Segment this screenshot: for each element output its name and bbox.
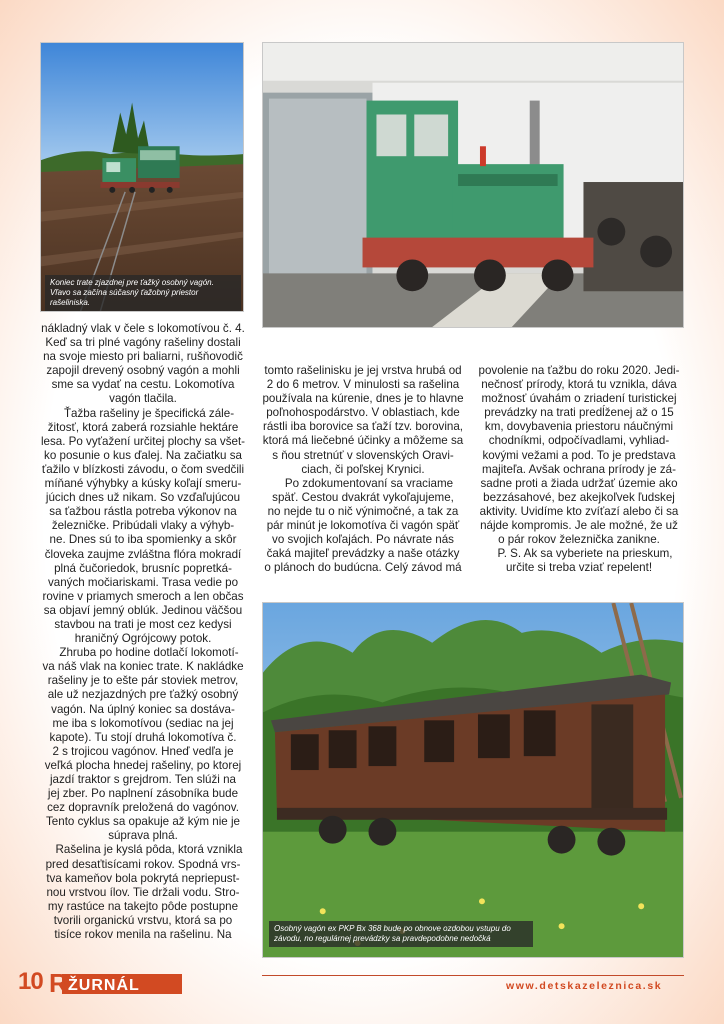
article-line: cez dopravník preložená do vagónov. [47, 801, 239, 815]
article-line: va náš vlak na koniec trate. K nakládke [42, 660, 244, 674]
article-line: rástli iba borovice sa ťaží tzv. borovina, [262, 420, 464, 434]
article-line: človeka zaujme zvláštna flóra mokradí [44, 547, 242, 561]
article-line: tomto rašelinisku je jej vrstva hrubá od [264, 364, 462, 377]
article-line: nou vrstvou ílov. Tie držali vodu. Stro- [46, 885, 240, 899]
article-column-1 [36, 322, 250, 942]
article-line: pár minút je lokomotíva či vagón späť [266, 519, 460, 533]
article-line: sadne proti a žiada udržať územie ako [480, 476, 678, 490]
article-line: poľnohospodárstvo. V oblastiach, kde [266, 406, 460, 420]
article-line: pred desaťtisícami rokov. Spodná vrs- [45, 857, 241, 871]
article-line: aktivity. Uvidíme kto zvíťazí alebo či sa [479, 504, 679, 518]
article-line: používala na kúrenie, dnes je to hlavne [262, 392, 464, 406]
article-line: vagón. Na úplný koniec sa dostáva- [51, 702, 235, 716]
article-line: rovine v priamych smeroch a len občas [42, 589, 244, 603]
article-line: jazdí traktor s grejdrom. Ten slúži na [49, 773, 236, 786]
photo-caption: Koniec trate zjazdnej pre ťažký osobný vagón. Vľavo sa začína súčasný ťažobný priestor rašeliniska. [45, 275, 241, 311]
article-line: chodníkmi, odpočívadlami, vyhliad- [488, 434, 670, 448]
magazine-logo [48, 968, 184, 996]
article-line: majiteľa. Avšak ochrana prírody je zá- [482, 462, 676, 476]
article-line: veľká plocha hnedej rašeliny, po ktorej [44, 758, 242, 772]
photo-locomotive-shed [262, 42, 684, 328]
article-line: tva kameňov bola pokrytá nepriepust- [46, 871, 240, 885]
article-line: my rastúce na takejto pôde postupne [47, 899, 239, 913]
article-line: povolenie na ťažbu do roku 2020. Jedi- [478, 364, 680, 377]
article-line: ko posunie o kus ďalej. Na začiatku sa [44, 448, 242, 462]
article-line: nečnosť prírody, ktorá tu vznikla, dáva [481, 378, 677, 392]
article-line: Tento cyklus sa opakuje až kým nie je [46, 815, 240, 829]
article-line: Zhruba po hodine dotlačí lokomotí- [59, 646, 239, 660]
wooden-wagon-illustration [263, 603, 683, 957]
article-line: lesa. Po vyťažení určitej plochy sa všet- [40, 434, 246, 448]
rzurnal-logo-icon [48, 968, 184, 996]
article-line: o plánoch do budúcna. Celý závod má [264, 561, 462, 575]
article-line: nákladný vlak v čele s lokomotívou č. 4. [41, 322, 245, 335]
article-line: súprava plná. [108, 829, 178, 843]
svg-text:ŽURNÁL: ŽURNÁL [68, 977, 140, 994]
footer-rule [262, 975, 684, 976]
article-line: vaných močiariskami. Trasa vedie po [47, 575, 239, 589]
article-line: žitosť, ktorá zaberá rozsiahle hektáre [47, 420, 239, 434]
article-line: sa objaví jemný oblúk. Jedinou väčšou [43, 603, 243, 617]
photo-peat-field [40, 42, 244, 312]
article-line: na svoje miesto pri baliarni, rušňovodič [43, 350, 243, 364]
peat-field-illustration [41, 43, 243, 311]
svg-text:R: R [49, 968, 68, 996]
article-line: ale už nezjazdných pre ťažký osobný [47, 688, 239, 702]
article-line: ciach, či poľskej Krynici. [301, 462, 425, 476]
article-line: ktorá má liečebné účinky a môžeme sa [262, 434, 464, 448]
page-number: 10 [18, 968, 43, 995]
article-line: tvorili organickú vrstvu, ktorá sa po [53, 913, 233, 927]
article-line: vo svojich koľajách. Po návrate nás [272, 533, 454, 547]
article-line: 2 s trojicou vagónov. Hneď vedľa je [52, 744, 234, 758]
photo-caption: Osobný vagón ex PKP Bx 368 bude po obnove ozdobou vstupu do závodu, no regulárnej prevádzky sa pravdepodobne nedočká [269, 921, 533, 947]
article-line: kapote). Tu stojí druhá lokomotíva č. [49, 730, 237, 744]
article-line: vagón tlačila. [109, 392, 177, 406]
article-line: hraničný Ogrójcowy potok. [74, 632, 212, 646]
article-line: určite si treba vziať repelent! [505, 561, 653, 575]
article-line: míňané výhybky a kúsky koľají smeru- [44, 477, 242, 491]
article-line: tisíce rokov menila na rašelinu. Na [54, 928, 232, 942]
article-line: späť. Cestou dvakrát vykoľajujeme, [272, 490, 454, 504]
article-line: ťažilo v blízkosti závodu, o čom svedčili [41, 462, 245, 476]
article-line: Rašelina je kyslá pôda, ktorá vznikla [55, 843, 243, 857]
article-line: nájde kompromis. Je ale možné, že už [480, 519, 678, 533]
article-line: zapojil drevený osobný vagón a mohli [46, 364, 240, 378]
website-url[interactable]: www.detskazeleznica.sk [506, 980, 663, 992]
article-line: o pár rokov železnička zanikne. [498, 533, 660, 547]
article-line: možnosť úvahám o zriadení turistickej [481, 392, 677, 406]
article-line: sme sa vydať na cestu. Lokomotíva [51, 378, 235, 392]
article-line: Po zdokumentovaní sa vraciame [284, 476, 454, 490]
article-line: kovými vežami a pod. To je predstava [482, 448, 676, 462]
article-line: plná čučoriedok, brusníc popretká- [54, 561, 232, 575]
article-line: Keď sa tri plné vagóny rašeliny dostali [45, 336, 241, 350]
article-line: km, dovybavenia priestoru náučnými [484, 420, 674, 434]
article-line: ne. Dnes sú to iba spomienky a skôr [49, 533, 237, 547]
article-column-3 [472, 364, 686, 575]
article-line: železničke. Pribúdali vlaky a výhyb- [51, 519, 235, 533]
article-line: Ťažba rašeliny je špecifická zále- [63, 406, 235, 420]
article-line: sa ťažbou rástla potreba výkonov na [49, 505, 237, 519]
article-line: P. S. Ak sa vyberiete na prieskum, [497, 547, 673, 561]
article-line: bezzásahové, bez akejkoľvek ľudskej [483, 490, 675, 504]
article-line: rašeliny je to ešte pár stoviek metrov, [47, 674, 239, 688]
article-line: stavbou na trati je most cez kedysi [54, 617, 232, 631]
article-line: 2 do 6 metrov. V minulosti sa rašelina [266, 378, 460, 392]
article-line: júcich dnes už nikam. So vzďaľujúcou [45, 491, 241, 505]
photo-wooden-wagon [262, 602, 684, 958]
locomotive-shed-illustration [263, 43, 683, 327]
article-line: no nejde tu o nič výnimočné, a tak za [267, 504, 459, 518]
article-line: me iba s lokomotívou (sediac na jej [52, 716, 234, 730]
article-column-2 [256, 364, 470, 575]
article-line: prevádzky na trati predĺženej až o 15 [484, 406, 674, 420]
article-line: s ňou stretnúť v slovenských Oravi- [272, 448, 454, 462]
article-line: čaká majiteľ prevádzky a naše otázky [266, 547, 460, 561]
article-line: jej zber. Po naplnení zásobníka bude [47, 787, 239, 801]
